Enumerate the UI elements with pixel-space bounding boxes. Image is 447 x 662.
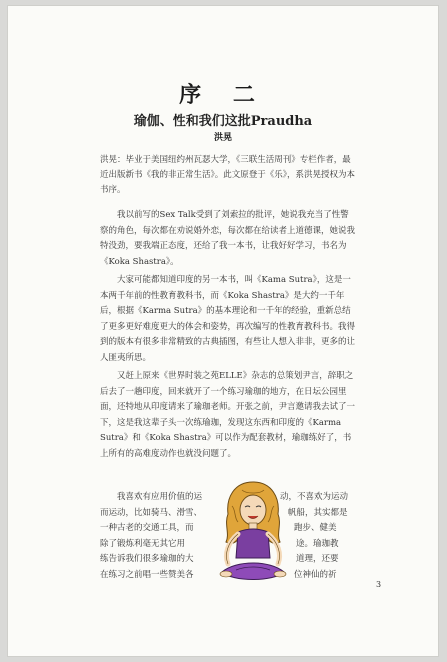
paragraph: 又赶上原来《世界时装之苑ELLE》杂志的总策划尹言，辞职之后去了一趟印度，回来就开了一个练习瑜珈的地方，在日坛公园里面，还特地从印度请来了瑜珈老师。开张之前，尹言邀请我去试了一下，这是我这辈子头一次练瑜珈，发现这东西和印度的《Karma Sutra》和《Koka Shastra》可以作为配套教材，瑜珈练好了，书上所有的高难度动作也就没问题了。 bbox=[100, 371, 356, 459]
author-name: 洪晃 bbox=[213, 133, 232, 143]
page-title: 序 二 bbox=[179, 82, 267, 108]
text-line: 练告诉我们很多瑜珈的大 bbox=[100, 554, 194, 564]
page-subtitle: 瑜伽、性和我们这批Praudha bbox=[133, 114, 313, 129]
text-line: 道理，还要 bbox=[296, 554, 339, 564]
paragraph: 大家可能都知道印度的另一本书，叫《Kama Sutra》，这是一本两千年前的性教育教科书，而《Koka Shastra》是大约一千年后，根据《Karma Sutra》的基本理论和一千年的经验，重新总结了更多更好难度更大的体会和姿势，再次编写的性教育教科书。我得到的版本有很多非常精致的古典插图，有些让人想入非非，更多的让人匪夷所思。 bbox=[100, 275, 356, 363]
paragraph: 我以前写的Sex Talk受到了刘索拉的批评，她说我充当了性警察的角色，每次都在劝说婚外恋，每次都在给读者上道德课，她说我特没劲，要我端正态度，还给了我一本书，让我好好学习，书名为《Koka Shastra》。 bbox=[100, 210, 356, 267]
wrapped-text-left bbox=[100, 490, 222, 583]
text-line: 一种古老的交通工具，而 bbox=[100, 523, 194, 533]
body-text bbox=[100, 208, 355, 462]
page-number: 3 bbox=[376, 580, 382, 589]
text-line: 除了锻炼利毫无其它用 bbox=[100, 538, 186, 549]
text-line: 在练习之前唱一些赞美各 bbox=[100, 569, 194, 580]
text-line: 跑步、健美 bbox=[294, 523, 337, 533]
text-line: 我喜欢有应用价值的运 bbox=[117, 492, 203, 502]
meditating-woman-illustration bbox=[212, 476, 294, 596]
text-line: 帆船，其实都是 bbox=[288, 507, 348, 518]
book-page bbox=[8, 6, 438, 656]
text-line: 位神仙的祈 bbox=[294, 569, 337, 580]
text-line: 动，不喜欢为运动 bbox=[280, 492, 349, 502]
author-intro: 洪晃：毕业于美国纽约州瓦瑟大学，《三联生活周刊》专栏作者，最近出版新书《我的非正常生活》。此文原登于《乐》，系洪晃授权为本书序。 bbox=[100, 155, 356, 195]
text-line: 途。瑜珈教 bbox=[296, 538, 339, 549]
text-line: 而运动，比如骑马、滑雪、 bbox=[100, 507, 203, 518]
